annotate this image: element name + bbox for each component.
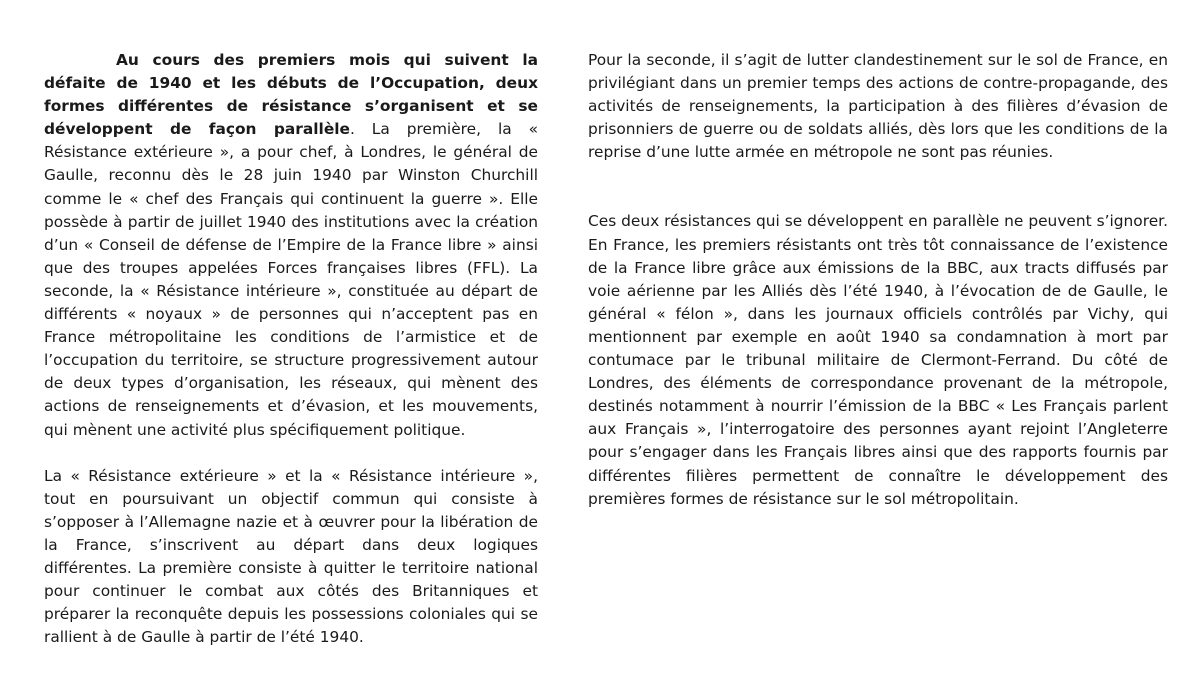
lead-bold-sentence: Au cours des premiers mois qui suivent la défaite de 1940 et les débuts de l’Occupation, deux formes différentes de résistance s’organisent et se développent de façon parallèle: [44, 51, 538, 139]
right-paragraph-2: Ces deux résistances qui se développent en parallèle ne peuvent s’ignorer. En France, les premiers résistants ont très tôt connaissance de l’existence de la France libre grâce aux émissions de la BBC, aux tracts diffusés par voie aérienne par les Alliés dès l’été 1940, à l’évocation de de Gaulle, le général « félon », dans les journaux officiels contrôlés par Vichy, qui mentionnent par exemple en août 1940 sa condamnation à mort par contumace par le tribunal militaire de Clermont-Ferrand. Du côté de Londres, des éléments de correspondance provenant de la métropole, destinés notamment à nourrir l’émission de la BBC « Les Français parlent aux Français », l’interrogatoire des personnes ayant rejoint l’Angleterre pour s’engager dans les Français libres ainsi que des rapports fournis par différentes filières permettent de connaître le développement des premières formes de résistance sur le sol métropolitain.: [588, 212, 1168, 508]
right-paragraph-1: Pour la seconde, il s’agit de lutter clandestinement sur le sol de France, en privilégiant dans un premier temps des actions de contre-propagande, des activités de renseignements, la participation à des filières d’évasion de prisonniers de guerre ou de soldats alliés, dès lors que les conditions de la reprise d’une lutte armée en métropole ne sont pas réunies.: [588, 51, 1168, 162]
left-paragraph-1-rest: . La première, la « Résistance extérieure », a pour chef, à Londres, le général de Gaulle, reconnu dès le 28 juin 1940 par Winston Churchill comme le « chef des Français qui continuent la guerre ». Elle possède à partir de juillet 1940 des institutions avec la création d’un « Conseil de défense de l’Empire de la France libre » ainsi que des troupes appelées Forces françaises libres (FFL). La seconde, la « Résistance intérieure », constituée au départ de différents « noyaux » de personnes qui n’acceptent pas en France métropolitaine les conditions de l’armistice et de l’occupation du territoire, se structure progressivement autour de deux types d’organisation, les réseaux, qui mènent des actions de renseignements et d’évasion, et les mouvements, qui mènent une activité plus spécifiquement politique.: [44, 120, 538, 439]
left-paragraph-2: La « Résistance extérieure » et la « Résistance intérieure », tout en poursuivant un objectif commun qui consiste à s’opposer à l’Allemagne nazie et à œuvrer pour la libération de la France, s’inscrivent au départ dans deux logiques différentes. La première consiste à quitter le territoire national pour continuer le combat aux côtés des Britanniques et préparer la reconquête depuis les possessions coloniales qui se rallient à de Gaulle à partir de l’été 1940.: [44, 466, 538, 647]
left-column: [44, 49, 538, 649]
left-paragraph-1: [44, 49, 538, 442]
right-column: [588, 49, 1168, 511]
